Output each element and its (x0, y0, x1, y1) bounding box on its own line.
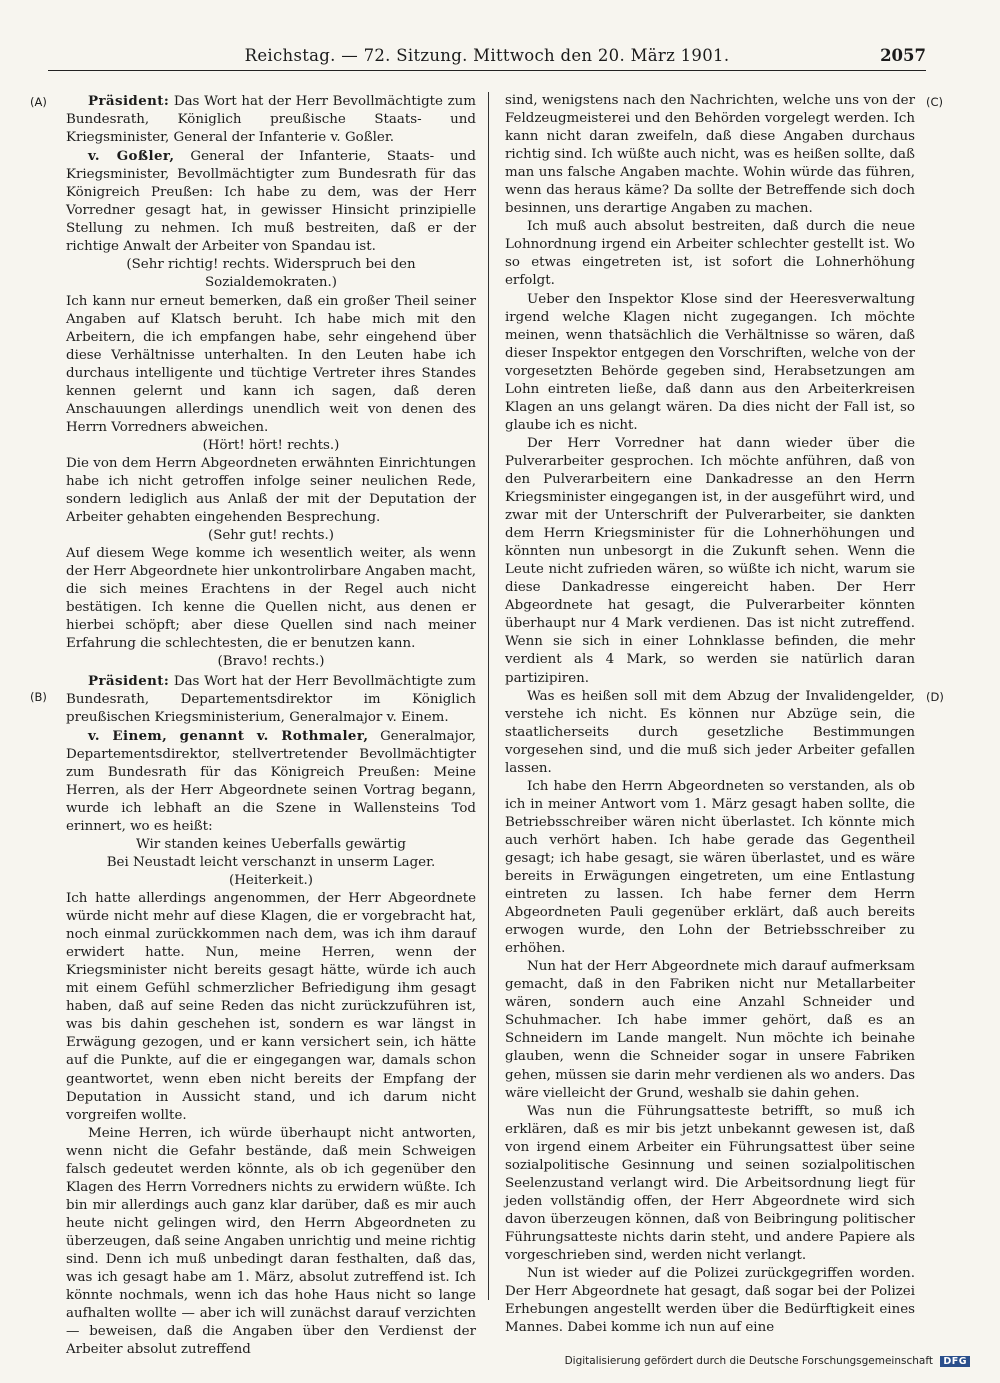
paragraph-text: Nun ist wieder auf die Polizei zurückgegriffen worden. Der Herr Abgeordnete hat gesagt, daß sogar bei der Polizei Erhebungen angestellt werden über die Bedürftigkeit eines Mannes. Dabei komme ich nun auf eine (505, 1266, 915, 1336)
speaker-name: v. Goßler, (88, 148, 175, 165)
paragraph-text: Generalmajor, Departementsdirektor, stellvertretender Bevollmächtigter zum Bundesrath für das Königreich Preußen: Meine Herren, als der Herr Abgeordnete seinen Vortrag begann, wurde ich lebhaft an die Szene in Wallensteins Tod erinnert, wo es heißt: (66, 728, 476, 834)
paragraph (66, 293, 476, 437)
interjection: (Hört! hört! rechts.) (202, 437, 340, 453)
interjection: (Heiterkeit.) (229, 873, 313, 889)
interjection: (Sehr gut! rechts.) (207, 528, 334, 544)
interjection: (Sehr richtig! rechts. Widerspruch bei den Sozialdemokraten.) (126, 257, 416, 291)
footer-credit (565, 1355, 970, 1367)
margin-marker-d: (D) (926, 690, 944, 704)
speaker-name: v. Einem, genannt v. Rothmaler, (88, 727, 369, 744)
paragraph (505, 958, 915, 1102)
paragraph (505, 1103, 915, 1265)
right-column (505, 92, 915, 1336)
paragraph-text: Ich muß auch absolut bestreiten, daß durch die neue Lohnordnung irgend ein Arbeiter schlechter gestellt ist. Wo so etwas eingetreten ist, ist sofort die Lohnerhöhung erfolgt. (505, 219, 915, 289)
paragraph-text: Was es heißen soll mit dem Abzug der Invalidengelder, verstehe ich nicht. Es können nur Abzüge sein, die staatlicherseits durch gesetzliche Bestimmungen vorgesehen sind, und die muß sich jeder Arbeiter gefallen lassen. (505, 688, 915, 776)
verse-line: Wir standen keines Ueberfalls gewärtig (135, 836, 407, 852)
page-number: 2057 (880, 46, 926, 65)
paragraph (66, 545, 476, 653)
paragraph-text: sind, wenigstens nach den Nachrichten, welche uns von der Feldzeugmeisterei und den Behörden vorgelegt werden. Ich kann nicht daran zweifeln, daß diese Angaben durchaus richtig sind. Ich wüßte auch nicht, was es heißen sollte, daß man uns falsche Angaben machte. Wohin würde das führen, wenn das heraus käme? Da sollte der Betreffende sich doch besinnen, uns derartige Angaben zu machen. (505, 93, 915, 217)
paragraph-text: Meine Herren, ich würde überhaupt nicht antworten, wenn nicht die Gefahr bestände, daß mein Schweigen falsch gedeutet werden könnte, als ob ich gegenüber den Klagen des Herrn Vorredners nichts zu erwidern wüßte. Ich bin mir allerdings auch ganz klar darüber, daß es mir auch heute nicht gelingen wird, den Herrn Abgeordneten zu überzeugen, daß seine Angaben unrichtig und meine richtig sind. Denn ich muß unbedingt daran festhalten, daß das, was ich gesagt habe am 1. März, absolut zutreffend ist. Ich könnte nochmals, wenn ich das hohe Haus nicht so lange aufhalten wollte — aber ich will zunächst darauf verzichten — beweisen, daß die Angaben über den Verdienst der Arbeiter absolut zutreffend (66, 1125, 477, 1358)
paragraph-text: Das Wort hat der Herr Bevollmächtigte zum Bundesrath, Departementsdirektor im Königlich preußischen Kriegsministerium, Generalmajor v. Einem. (66, 673, 476, 725)
paragraph-text: Nun hat der Herr Abgeordnete mich darauf aufmerksam gemacht, daß in den Fabriken nicht nur Metallarbeiter wären, sondern auch eine Anzahl Schneider und Schuhmacher. Ich habe immer gehört, daß es an Schneidern im Lande mangelt. Nun möchte ich beinahe glauben, wenn die Schneider sogar in unsere Fabriken gehen, müssen sie darin mehr verdienen als wo anders. Das wäre vielleicht der Grund, weshalb sie dahin gehen. (505, 959, 915, 1101)
interjection: (Bravo! rechts.) (217, 654, 325, 670)
paragraph-text: Was nun die Führungsatteste betrifft, so muß ich erklären, daß es mir bis jetzt unbekannt gewesen ist, daß von irgend einem Arbeiter ein Führungsattest über seine sozialpolitische Gesinnung und seinen sozialpolitischen Seelenzustand verlangt wird. Die Arbeitsordnung liegt für jeden vollständig offen, der Herr Abgeordnete wird sich davon überzeugen können, daß von Beibringung politischer Führungsatteste nichts darin steht, und andere Papiere als vorgeschrieben sind, werden nicht verlangt. (505, 1103, 915, 1263)
paragraph (505, 435, 915, 688)
paragraph-text: Die von dem Herrn Abgeordneten erwähnten Einrichtungen habe ich nicht getroffen infolge seiner neulichen Rede, sondern lediglich aus Anlaß der mit der Deputation der Arbeiter gehabten eingehenden Besprechung. (66, 455, 476, 526)
footer-text: Digitalisierung gefördert durch die Deutsche Forschungsgemeinschaft (564, 1355, 933, 1367)
paragraph-text: General der Infanterie, Staats- und Kriegsminister, Bevollmächtigter zum Bundesrath für das Königreich Preußen: Ich habe zu dem, was der Herr Vorredner gesagt hat, in gewisser Hinsicht prinzipielle Stellung zu nehmen. Ich muß bestreiten, daß er der richtige Anwalt der Arbeiter von Spandau ist. (66, 149, 476, 255)
paragraph-text: Ueber den Inspektor Klose sind der Heeresverwaltung irgend welche Klagen nicht zugegangen. Ich möchte meinen, wenn thatsächlich die Verhältnisse so wären, daß dieser Inspektor entgegen den Vorschriften, welche von der vorgesetzten Behörde gegeben sind, Herabsetzungen am Lohn eintreten ließe, daß dann aus den Arbeiterkreisen Klagen an uns gelangt wären. Da dies nicht der Fall ist, so glaube ich es nicht. (505, 291, 915, 433)
paragraph (505, 688, 915, 778)
left-column (66, 92, 477, 1358)
paragraph (66, 890, 476, 1125)
paragraph-text: Auf diesem Wege komme ich wesentlich weiter, als wenn der Herr Abgeordnete hier unkontrolirbare Angaben macht, die sich meines Erachtens in der Regel auch nicht bestätigen. Ich kenne die Quellen nicht, aus denen er hierbei schöpft; aber diese Quellen sind nach meiner Erfahrung die schlechtesten, die er benutzen kann. (66, 546, 476, 652)
paragraph-text: Das Wort hat der Herr Bevollmächtigte zum Bundesrath, Königlich preußische Staats- und Kriegsminister, General der Infanterie v. Goßler. (66, 94, 476, 146)
margin-marker-c: (C) (926, 95, 944, 109)
paragraph (66, 1125, 476, 1360)
paragraph (505, 1265, 915, 1337)
paragraph-text: Der Herr Vorredner hat dann wieder über die Pulverarbeiter gesprochen. Ich möchte anführen, daß von den Pulverarbeitern eine Dankadresse an den Herrn Kriegsminister eingegangen ist, in der ausgeführt wird, und zwar mit der Unterschrift der Pulverarbeiter, sie dankten dem Herrn Kriegsminister für die Lohnerhöhungen und könnten nun unbesorgt in die Zukunft sehen. Wenn die Leute nicht zufrieden wären, so wüßte ich nicht, warum sie diese Dankadresse eingereicht haben. Der Herr Abgeordnete hat gesagt, die Pulverarbeiter könnten überhaupt nur 4 Mark verdienen. Das ist nicht zutreffend. Wenn sie sich in einer Lohnklasse befinden, die mehr verdient als 4 Mark, so werden sie natürlich daran partizipiren. (505, 435, 915, 686)
running-title: Reichstag. — 72. Sitzung. Mittwoch den 20. März 1901. (244, 46, 730, 65)
margin-marker-b: (B) (30, 690, 47, 704)
paragraph-text: Ich hatte allerdings angenommen, der Herr Abgeordnete würde nicht mehr auf diese Klagen, die er vorgebracht hat, noch einmal zurückkommen nach dem, was ich ihm darauf erwidert hatte. Nun, meine Herren, wenn der Kriegsminister nicht bereits gesagt hätte, würde ich auch mit einem Gefühl schmerzlicher Befriedigung ihm gesagt haben, daß auf seine Reden das nicht zurückzuführen ist, was bis dahin geschehen ist, sondern es war längst in Erwägung gezogen, und er kann versichert sein, ich hätte auf die Punkte, auf die er eingegangen war, damals schon geantwortet, wenn eben nicht bereits der Empfang der Deputation in Aussicht stand, und ich darum nicht vorgreifen wollte. (66, 891, 476, 1123)
paragraph (505, 291, 915, 435)
paragraph (505, 778, 915, 958)
paragraph (505, 218, 915, 290)
paragraph (66, 727, 476, 836)
column-divider (488, 92, 489, 1300)
paragraph (505, 92, 915, 218)
margin-marker-a: (A) (30, 95, 47, 109)
speaker-name: Präsident: (88, 672, 170, 689)
paragraph (66, 92, 476, 147)
verse-line: Bei Neustadt leicht verschanzt in unserm Lager. (106, 854, 436, 870)
speaker-name: Präsident: (88, 93, 170, 109)
paragraph (66, 672, 476, 727)
paragraph (66, 455, 476, 527)
page-header (48, 44, 926, 71)
paragraph (66, 147, 476, 256)
dfg-logo: DFG (940, 1356, 970, 1367)
paragraph-text: Ich habe den Herrn Abgeordneten so verstanden, als ob ich in meiner Antwort vom 1. März gesagt haben sollte, die Betriebsschreiber wären nicht überlastet. Ich könnte mich auch verhört haben. Ich habe gerade das Gegentheil gesagt; ich habe gesagt, sie wären überlastet, und es wäre bereits in Erwägungen eingetreten, um eine Entlastung eintreten zu lassen. Ich habe ferner dem Herrn Abgeordneten Pauli gegenüber erklärt, daß auch bereits erwogen wurde, den Lohn der Betriebsschreiber zu erhöhen. (505, 778, 915, 957)
paragraph-text: Ich kann nur erneut bemerken, daß ein großer Theil seiner Angaben auf Klatsch beruht. Ich habe mich mit den Arbeitern, die ich empfangen habe, sehr eingehend über diese Verhältnisse unterhalten. In den Leuten habe ich durchaus intelligente und tüchtige Vertreter ihres Standes kennen gelernt und kann ich sagen, daß deren Anschauungen allerdings unendlich weit von denen des Herrn Vorredners abweichen. (66, 293, 476, 435)
